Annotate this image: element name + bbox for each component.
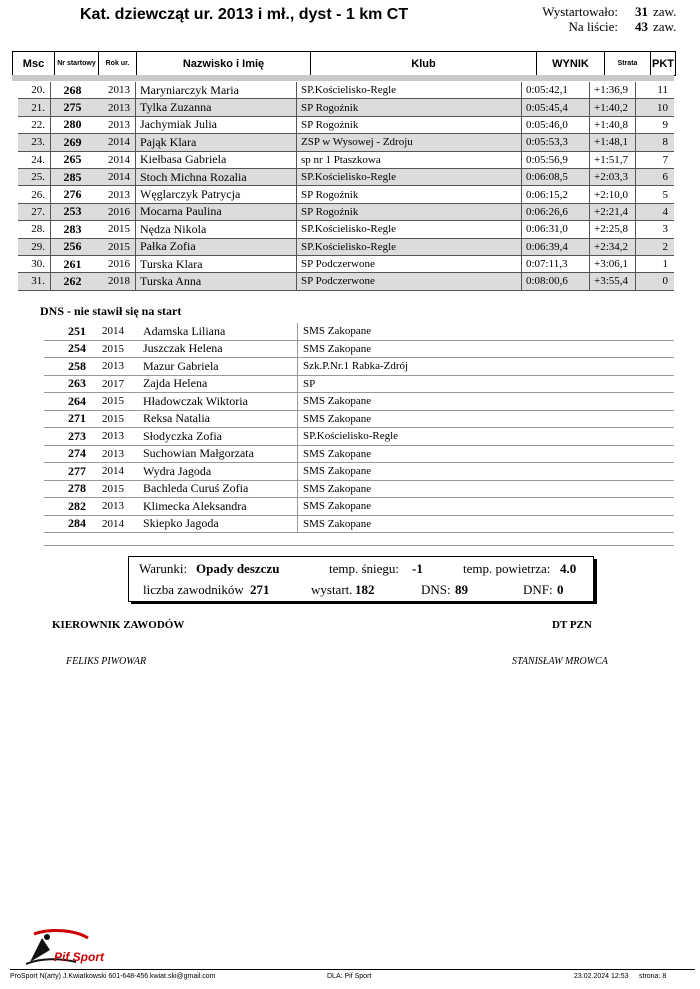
year-cell: 2016 bbox=[94, 256, 136, 272]
director-name: FELIKS PIWOWAR bbox=[66, 656, 147, 667]
list-item bbox=[44, 358, 674, 376]
club-cell: SP Rogoźnik bbox=[297, 204, 522, 220]
position-cell: 30. bbox=[18, 256, 51, 272]
club-cell: ZSP w Wysowej - Zdroju bbox=[297, 134, 522, 150]
year-cell: 2017 bbox=[102, 377, 124, 390]
year-cell: 2015 bbox=[102, 412, 124, 425]
position-cell: 25. bbox=[18, 169, 51, 185]
started-unit: zaw. bbox=[653, 4, 677, 19]
name-cell: Wydra Jagoda bbox=[143, 463, 212, 478]
year-cell: 2014 bbox=[94, 152, 136, 168]
dnf-count-label: DNF: bbox=[523, 582, 553, 597]
name-cell: Pająk Klara bbox=[136, 134, 297, 150]
results-table-header bbox=[12, 51, 676, 76]
air-temp-value: 4.0 bbox=[560, 561, 577, 576]
page-title: Kat. dziewcząt ur. 2013 i mł., dyst - 1 km CT bbox=[80, 6, 409, 23]
table-row bbox=[18, 117, 674, 134]
list-item bbox=[44, 323, 674, 341]
col-club-header: Klub bbox=[311, 52, 537, 75]
bib-cell: 275 bbox=[63, 100, 82, 115]
points-cell: 9 bbox=[662, 118, 668, 131]
result-cell: 0:06:39,4 bbox=[522, 239, 590, 255]
name-cell: Tylka Zuzanna bbox=[136, 99, 297, 115]
gap-cell: +2:25,8 bbox=[590, 221, 636, 237]
points-cell: 4 bbox=[662, 205, 668, 218]
name-cell: Juszczak Helena bbox=[143, 341, 223, 356]
position-cell: 24. bbox=[18, 152, 51, 168]
year-cell: 2014 bbox=[102, 517, 124, 530]
club-cell: SP Rogoźnik bbox=[297, 99, 522, 115]
club-cell: SP Rogoźnik bbox=[297, 117, 522, 133]
conditions-label: Warunki: bbox=[139, 561, 188, 576]
result-cell: 0:05:45,4 bbox=[522, 99, 590, 115]
name-cell: Mocarna Paulina bbox=[136, 204, 297, 220]
year-cell: 2014 bbox=[102, 325, 124, 338]
bib-cell: 269 bbox=[63, 134, 82, 149]
footer-rule bbox=[10, 969, 695, 970]
year-cell: 2013 bbox=[94, 99, 136, 115]
snow-temp-value: -1 bbox=[412, 561, 423, 576]
conditions-box bbox=[128, 556, 594, 602]
name-cell: Stoch Michna Rozalia bbox=[136, 169, 297, 185]
bib-cell: 273 bbox=[68, 428, 86, 443]
header-separator bbox=[12, 75, 674, 81]
club-cell: SP.Kościelisko-Regle bbox=[297, 428, 497, 445]
result-cell: 0:06:08,5 bbox=[522, 169, 590, 185]
club-cell: SP.Kościelisko-Regle bbox=[297, 221, 522, 237]
bib-cell: 258 bbox=[68, 358, 86, 373]
result-cell: 0:06:31,0 bbox=[522, 221, 590, 237]
club-cell: SP Rogoźnik bbox=[297, 186, 522, 202]
dns-table-end bbox=[44, 545, 674, 546]
points-cell: 5 bbox=[662, 188, 668, 201]
table-row bbox=[18, 169, 674, 186]
gap-cell: +1:40,2 bbox=[590, 99, 636, 115]
gap-cell: +1:51,7 bbox=[590, 152, 636, 168]
svg-text:Pif Sport: Pif Sport bbox=[54, 950, 104, 964]
table-row bbox=[18, 273, 674, 290]
list-item bbox=[44, 376, 674, 394]
gap-cell: +1:40,8 bbox=[590, 117, 636, 133]
table-row bbox=[18, 221, 674, 238]
dnf-count-value: 0 bbox=[557, 582, 564, 597]
col-result-header: WYNIK bbox=[537, 52, 605, 75]
delegate-title: DT PZN bbox=[552, 619, 592, 631]
year-cell: 2013 bbox=[102, 430, 124, 443]
list-item bbox=[44, 393, 674, 411]
footer-left: ProSport N(arty) J.Kwiatkowski 601-648-456 kwiat.ski@gmail.com bbox=[10, 973, 216, 980]
col-points-header: PKT bbox=[652, 57, 674, 70]
bib-cell: 268 bbox=[63, 82, 82, 97]
footer-page: strona: 8 bbox=[639, 973, 667, 980]
delegate-name: STANISŁAW MROWCA bbox=[512, 656, 608, 667]
gap-cell: +2:10,0 bbox=[590, 186, 636, 202]
result-cell: 0:05:42,1 bbox=[522, 82, 590, 98]
year-cell: 2013 bbox=[102, 360, 124, 373]
bib-cell: 271 bbox=[68, 411, 86, 426]
list-item bbox=[44, 481, 674, 499]
club-cell: SMS Zakopane bbox=[297, 393, 497, 410]
year-cell: 2013 bbox=[94, 186, 136, 202]
year-cell: 2013 bbox=[102, 500, 124, 513]
result-cell: 0:06:15,2 bbox=[522, 186, 590, 202]
points-cell: 2 bbox=[662, 240, 668, 253]
name-cell: Suchowian Małgorzata bbox=[143, 446, 254, 461]
bib-cell: 283 bbox=[63, 221, 82, 236]
name-cell: Nędza Nikola bbox=[136, 221, 297, 237]
name-cell: Turska Klara bbox=[136, 256, 297, 272]
list-item bbox=[44, 428, 674, 446]
position-cell: 22. bbox=[18, 117, 51, 133]
name-cell: Zajda Helena bbox=[143, 376, 208, 391]
result-cell: 0:05:46,0 bbox=[522, 117, 590, 133]
listed-label: Na liście: bbox=[568, 19, 618, 34]
bib-cell: 264 bbox=[68, 393, 86, 408]
club-cell: SP bbox=[297, 376, 497, 393]
gap-cell: +3:06,1 bbox=[590, 256, 636, 272]
club-cell: SP.Kościelisko-Regle bbox=[297, 239, 522, 255]
club-cell: Szk.P.Nr.1 Rabka-Zdrój bbox=[297, 358, 497, 375]
bib-cell: 253 bbox=[63, 204, 82, 219]
director-title: KIEROWNIK ZAWODÓW bbox=[52, 619, 185, 631]
position-cell: 20. bbox=[18, 82, 51, 98]
bib-cell: 278 bbox=[68, 481, 86, 496]
started-count-label: wystart. bbox=[311, 582, 353, 597]
started-count-value: 182 bbox=[355, 582, 375, 597]
name-cell: Węglarczyk Patrycja bbox=[136, 186, 297, 202]
points-cell: 8 bbox=[662, 136, 668, 149]
gap-cell: +2:21,4 bbox=[590, 204, 636, 220]
bib-cell: 263 bbox=[68, 376, 86, 391]
participants-label: liczba zawodników bbox=[143, 582, 244, 597]
points-cell: 1 bbox=[662, 258, 668, 271]
points-cell: 11 bbox=[657, 84, 668, 97]
table-row bbox=[18, 186, 674, 203]
name-cell: Skiepko Jagoda bbox=[143, 516, 219, 531]
year-cell: 2013 bbox=[102, 447, 124, 460]
snow-temp-label: temp. śniegu: bbox=[329, 561, 400, 576]
pif-sport-logo bbox=[20, 928, 104, 968]
year-cell: 2015 bbox=[94, 239, 136, 255]
gap-cell: +1:48,1 bbox=[590, 134, 636, 150]
club-cell: SMS Zakopane bbox=[297, 516, 497, 533]
name-cell: Słodyczka Zofia bbox=[143, 428, 222, 443]
list-item bbox=[44, 516, 674, 534]
name-cell: Maryniarczyk Maria bbox=[136, 82, 297, 98]
position-cell: 29. bbox=[18, 239, 51, 255]
listed-value: 43 bbox=[635, 19, 648, 34]
year-cell: 2015 bbox=[102, 342, 124, 355]
listed-unit: zaw. bbox=[653, 19, 677, 34]
name-cell: Bachleda Curuś Zofia bbox=[143, 481, 249, 496]
bib-cell: 280 bbox=[63, 117, 82, 132]
club-cell: SP Podczerwone bbox=[297, 256, 522, 272]
name-cell: Jachymiak Julia bbox=[136, 117, 297, 133]
bib-cell: 261 bbox=[63, 256, 82, 271]
club-cell: sp nr 1 Ptaszkowa bbox=[297, 152, 522, 168]
year-cell: 2013 bbox=[94, 117, 136, 133]
club-cell: SMS Zakopane bbox=[297, 411, 497, 428]
year-cell: 2013 bbox=[94, 82, 136, 98]
list-item bbox=[44, 446, 674, 464]
position-cell: 31. bbox=[18, 273, 51, 289]
name-cell: Kiełbasa Gabriela bbox=[136, 152, 297, 168]
gap-cell: +2:34,2 bbox=[590, 239, 636, 255]
bib-cell: 262 bbox=[63, 273, 82, 288]
result-cell: 0:07:11,3 bbox=[522, 256, 590, 272]
position-cell: 23. bbox=[18, 134, 51, 150]
points-cell: 3 bbox=[662, 223, 668, 236]
col-nr-header: Nr startowy bbox=[55, 52, 99, 75]
points-cell: 10 bbox=[657, 101, 668, 114]
col-gap-header: Strata bbox=[605, 52, 651, 75]
footer-center: DLA: Pif Sport bbox=[327, 973, 372, 980]
result-cell: 0:05:53,3 bbox=[522, 134, 590, 150]
bib-cell: 282 bbox=[68, 498, 86, 513]
position-cell: 27. bbox=[18, 204, 51, 220]
col-year-header: Rok ur. bbox=[99, 52, 137, 75]
points-cell: 6 bbox=[662, 171, 668, 184]
year-cell: 2015 bbox=[102, 482, 124, 495]
points-cell: 0 bbox=[662, 275, 668, 288]
position-cell: 21. bbox=[18, 99, 51, 115]
position-cell: 26. bbox=[18, 186, 51, 202]
dns-heading: DNS - nie stawił się na start bbox=[40, 304, 182, 318]
gap-cell: +1:36,9 bbox=[590, 82, 636, 98]
year-cell: 2015 bbox=[102, 395, 124, 408]
participants-value: 271 bbox=[250, 582, 270, 597]
name-cell: Hładowczak Wiktoria bbox=[143, 393, 248, 408]
table-row bbox=[18, 239, 674, 256]
club-cell: SMS Zakopane bbox=[297, 481, 497, 498]
col-pos-header: Msc bbox=[13, 52, 55, 75]
name-cell: Turska Anna bbox=[136, 273, 297, 289]
dns-table bbox=[44, 323, 674, 533]
points-cell: 7 bbox=[662, 153, 668, 166]
name-cell: Pałka Zofia bbox=[136, 239, 297, 255]
year-cell: 2015 bbox=[94, 221, 136, 237]
started-label: Wystartowało: bbox=[542, 4, 618, 19]
year-cell: 2016 bbox=[94, 204, 136, 220]
club-cell: SMS Zakopane bbox=[297, 498, 497, 515]
club-cell: SMS Zakopane bbox=[297, 446, 497, 463]
table-row bbox=[18, 204, 674, 221]
bib-cell: 285 bbox=[63, 169, 82, 184]
year-cell: 2014 bbox=[102, 465, 124, 478]
name-cell: Adamska Liliana bbox=[143, 323, 226, 338]
position-cell: 28. bbox=[18, 221, 51, 237]
results-table bbox=[18, 82, 674, 291]
club-cell: SMS Zakopane bbox=[297, 323, 497, 340]
started-value: 31 bbox=[635, 4, 648, 19]
bib-cell: 284 bbox=[68, 516, 86, 531]
result-cell: 0:05:56,9 bbox=[522, 152, 590, 168]
year-cell: 2014 bbox=[94, 134, 136, 150]
club-cell: SP Podczerwone bbox=[297, 273, 522, 289]
club-cell: SP.Kościelisko-Regle bbox=[297, 169, 522, 185]
list-item bbox=[44, 498, 674, 516]
bib-cell: 251 bbox=[68, 323, 86, 338]
bib-cell: 277 bbox=[68, 463, 86, 478]
table-row bbox=[18, 82, 674, 99]
bib-cell: 276 bbox=[63, 187, 82, 202]
bib-cell: 265 bbox=[63, 152, 82, 167]
footer-date: 23.02.2024 12:53 bbox=[574, 973, 629, 980]
table-row bbox=[18, 99, 674, 116]
col-name-header: Nazwisko i Imię bbox=[137, 52, 311, 75]
conditions-value: Opady deszczu bbox=[196, 561, 280, 576]
dns-count-value: 89 bbox=[455, 582, 468, 597]
table-row bbox=[18, 152, 674, 169]
air-temp-label: temp. powietrza: bbox=[463, 561, 551, 576]
bib-cell: 256 bbox=[63, 239, 82, 254]
result-cell: 0:06:26,6 bbox=[522, 204, 590, 220]
year-cell: 2018 bbox=[94, 273, 136, 289]
club-cell: SMS Zakopane bbox=[297, 341, 497, 358]
result-cell: 0:08:00,6 bbox=[522, 273, 590, 289]
club-cell: SP.Kościelisko-Regle bbox=[297, 82, 522, 98]
name-cell: Reksa Natalia bbox=[143, 411, 210, 426]
year-cell: 2014 bbox=[94, 169, 136, 185]
table-row bbox=[18, 134, 674, 151]
club-cell: SMS Zakopane bbox=[297, 463, 497, 480]
name-cell: Mazur Gabriela bbox=[143, 358, 219, 373]
table-row bbox=[18, 256, 674, 273]
bib-cell: 274 bbox=[68, 446, 86, 461]
dns-count-label: DNS: bbox=[421, 582, 451, 597]
name-cell: Klimecka Aleksandra bbox=[143, 498, 247, 513]
list-item bbox=[44, 341, 674, 359]
bib-cell: 254 bbox=[68, 341, 86, 356]
gap-cell: +2:03,3 bbox=[590, 169, 636, 185]
list-item bbox=[44, 463, 674, 481]
list-item bbox=[44, 411, 674, 429]
gap-cell: +3:55,4 bbox=[590, 273, 636, 289]
